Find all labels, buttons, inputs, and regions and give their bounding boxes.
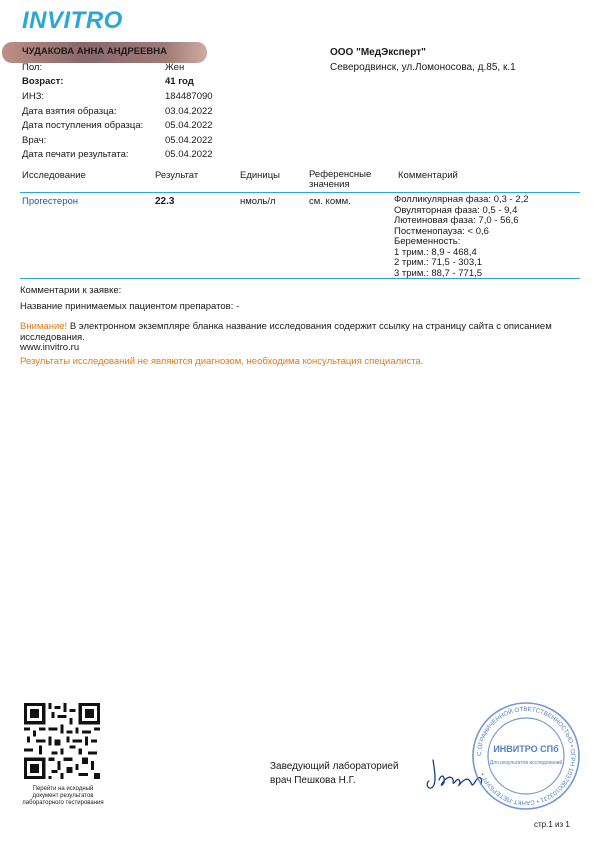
header-result: Результат bbox=[155, 170, 199, 181]
drugs-note: Название принимаемых пациентом препаратов: - bbox=[20, 301, 240, 312]
page-number: стр.1 из 1 bbox=[534, 820, 570, 829]
comment-line: 1 трим.: 8,9 - 468,4 bbox=[394, 246, 477, 258]
header-test: Исследование bbox=[22, 170, 86, 181]
print-date-label: Дата печати результата: bbox=[22, 149, 129, 160]
signer-block bbox=[270, 760, 399, 788]
test-reference: см. комм. bbox=[309, 196, 351, 207]
stamp bbox=[470, 700, 582, 812]
patient-name: ЧУДАКОВА АННА АНДРЕЕВНА bbox=[22, 46, 167, 57]
received-date-label: Дата поступления образца: bbox=[22, 120, 144, 131]
reference-comments bbox=[394, 195, 529, 279]
signer-title: Заведующий лабораторией bbox=[270, 761, 399, 772]
test-name-link[interactable]: Прогестерон bbox=[22, 196, 79, 207]
sex-label: Пол: bbox=[22, 62, 43, 73]
signer-name: врач Пешкова Н.Г. bbox=[270, 775, 356, 786]
qr-code[interactable] bbox=[24, 703, 100, 779]
invitro-link[interactable]: www.invitro.ru bbox=[20, 342, 80, 353]
doctor-value: 05.04.2022 bbox=[165, 135, 213, 146]
warning-label: Внимание! bbox=[20, 321, 68, 332]
comment-line: Постменопауза: < 0,6 bbox=[394, 225, 489, 237]
table-bottom-rule bbox=[20, 278, 580, 279]
disclaimer: Результаты исследований не являются диагнозом, необходима консультация специалиста. bbox=[20, 356, 424, 367]
test-result: 22.3 bbox=[155, 196, 175, 207]
request-comment: Комментарии к заявке: bbox=[20, 285, 122, 296]
sex-value: Жен bbox=[165, 62, 185, 73]
stamp-ring-text: С ОГРАНИЧЕННОЙ ОТВЕТСТВЕННОСТЬЮ • ОГРН 1037800103231 • САНКТ-ПЕТЕРБУРГ • bbox=[475, 705, 577, 807]
lab-address: Северодвинск, ул.Ломоносова, д.85, к.1 bbox=[330, 62, 516, 73]
lab-name: ООО "МедЭксперт" bbox=[330, 47, 426, 58]
inz-label: ИНЗ: bbox=[22, 91, 45, 102]
header-units: Единицы bbox=[240, 170, 281, 181]
warning-note bbox=[20, 321, 585, 343]
invitro-logo: INVITRO bbox=[22, 7, 123, 34]
table-header-rule bbox=[20, 192, 580, 193]
svg-text:С ОГРАНИЧЕННОЙ ОТВЕТСТВЕННОСТЬ bbox=[476, 706, 576, 806]
comment-line: Беременность: bbox=[394, 236, 461, 247]
qr-caption: Перейти на исходный документ результатов лабораторного тестирования bbox=[22, 786, 104, 806]
age-label: Возраст: bbox=[22, 76, 64, 87]
inz-value: 184487090 bbox=[165, 91, 213, 102]
stamp-center-text: ИНВИТРО СПб bbox=[493, 744, 559, 754]
comment-line: Овуляторная фаза: 0,5 - 9,4 bbox=[394, 204, 518, 216]
test-units: нмоль/л bbox=[240, 196, 276, 207]
comment-line: Фолликулярная фаза: 0,3 - 2,2 bbox=[394, 194, 529, 205]
received-date-value: 05.04.2022 bbox=[165, 120, 213, 131]
sample-date-label: Дата взятия образца: bbox=[22, 106, 117, 117]
stamp-inner-text: Для результатов исследований bbox=[489, 760, 563, 766]
comment-line: Лютеиновая фаза: 7,0 - 56,6 bbox=[394, 215, 519, 226]
warning-text: В электронном экземпляре бланка название исследования содержит ссылку на страницу сайта с описанием исследования. bbox=[20, 321, 552, 343]
doctor-label: Врач: bbox=[22, 135, 47, 146]
header-comments: Комментарий bbox=[398, 170, 458, 181]
comment-line: 3 трим.: 88,7 - 771,5 bbox=[394, 267, 483, 279]
print-date-value: 05.04.2022 bbox=[165, 149, 213, 160]
age-value: 41 год bbox=[165, 76, 194, 87]
header-reference: Референсные значения bbox=[309, 169, 372, 190]
sample-date-value: 03.04.2022 bbox=[165, 106, 213, 117]
comment-line: 2 трим.: 71,5 - 303,1 bbox=[394, 257, 483, 268]
